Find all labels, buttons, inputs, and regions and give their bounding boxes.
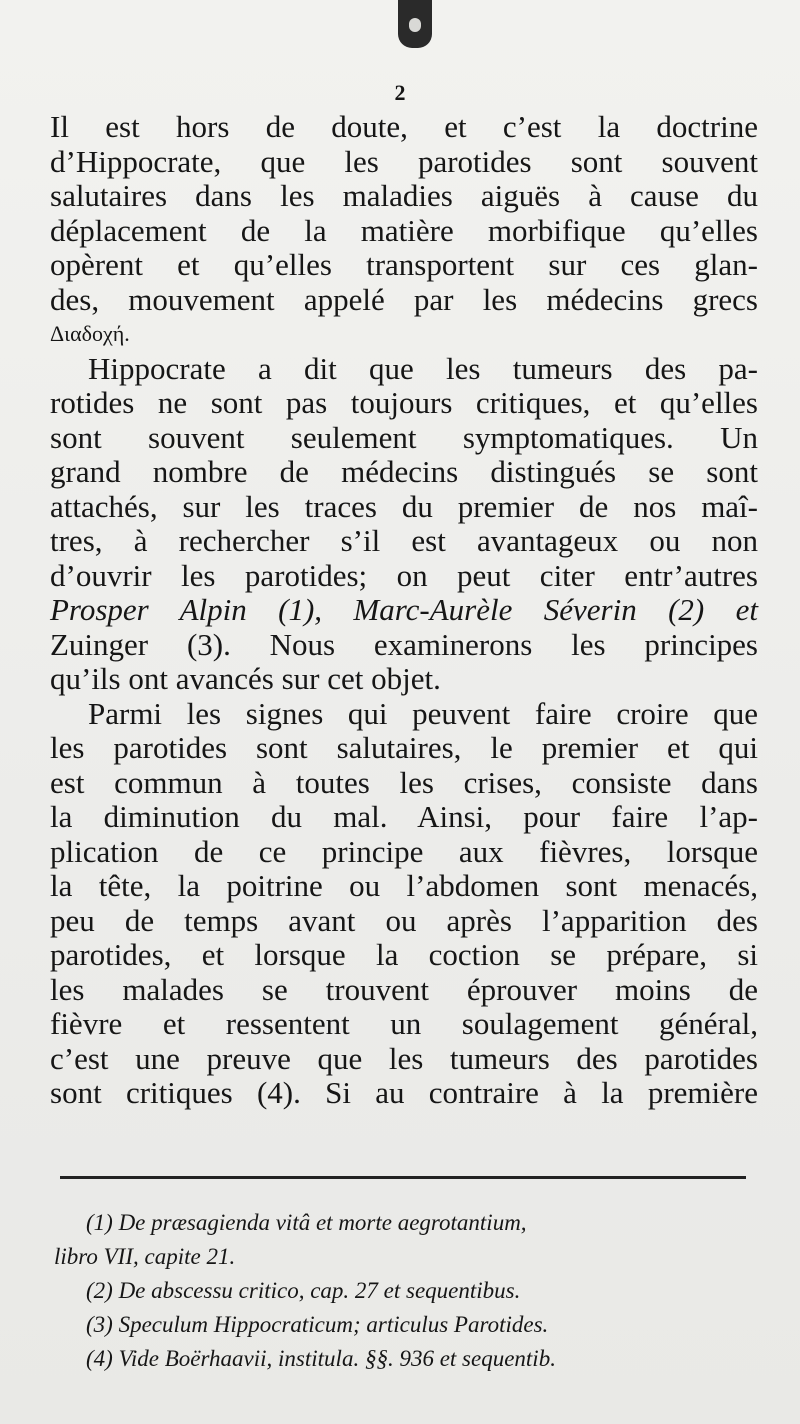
text-line: Il est hors de doute, et c’est la doctrine (50, 109, 758, 144)
text-line: fièvre et ressentent un soulagement général, (50, 1006, 758, 1041)
text-line: sont critiques (4). Si au contraire à la première (50, 1075, 758, 1110)
text-line: la tête, la poitrine ou l’abdomen sont menacés, (50, 868, 758, 903)
text-line: rotides ne sont pas toujours critiques, et qu’elles (50, 385, 758, 420)
text-line: déplacement de la matière morbifique qu’elles (50, 212, 758, 248)
text-line: salutaires dans les maladies aiguës à cause du (50, 178, 758, 213)
footnote-3: (3) Speculum Hippocraticum; articulus Parotides. (86, 1312, 549, 1337)
text-line: est commun à toutes les crises, consiste dans (50, 764, 758, 800)
text-line: Hippocrate a dit que les tumeurs des pa- (88, 350, 758, 386)
text-line: parotides, et lorsque la coction se prépare, si (50, 937, 758, 972)
text-line: les malades se trouvent éprouver moins de (50, 971, 758, 1007)
footnotes (54, 1206, 756, 1376)
text-line: Zuinger (3). Nous examinerons les principes (50, 626, 758, 662)
text-line: attachés, sur les traces du premier de nos maî- (50, 488, 758, 524)
page-number: 2 (394, 80, 406, 105)
footnote-4: (4) Vide Boërhaavii, institula. §§. 936 et sequentib. (86, 1346, 556, 1371)
text-line: peu de temps avant ou après l’apparition des (50, 902, 758, 938)
text-line: Prosper Alpin (1), Marc-Aurèle Séverin (2) et (50, 592, 758, 627)
text-line: les parotides sont salutaires, le premier et qui (50, 730, 758, 765)
text-line: la diminution du mal. Ainsi, pour faire l’ap- (50, 799, 758, 834)
text-line: tres, à rechercher s’il est avantageux ou non (50, 523, 758, 558)
footnote-separator-rule (60, 1176, 746, 1179)
body-text (50, 110, 758, 1111)
text-line: Parmi les signes qui peuvent faire croire que (88, 695, 758, 731)
text-line: d’Hippocrate, que les parotides sont souvent (50, 143, 758, 179)
text-line: d’ouvrir les parotides; on peut citer entr’autres (50, 557, 758, 593)
text-line: grand nombre de médecins distingués se sont (50, 454, 758, 489)
ink-blot-mark (398, 0, 432, 48)
text-line: qu’ils ont avancés sur cet objet. (50, 661, 441, 696)
text-line: plication de ce principe aux fièvres, lorsque (50, 833, 758, 869)
footnote-2: (2) De abscessu critico, cap. 27 et sequentibus. (86, 1278, 521, 1303)
text-line: des, mouvement appelé par les médecins grecs (50, 281, 758, 317)
text-line: sont souvent seulement symptomatiques. Un (50, 419, 758, 455)
text-line: opèrent et qu’elles transportent sur ces glan- (50, 247, 758, 282)
text-line-greek: Διαδοχή. (50, 321, 130, 346)
footnote-1: (1) De præsagienda vitâ et morte aegrotantium, (86, 1210, 527, 1235)
text-line: c’est une preuve que les tumeurs des parotides (50, 1040, 758, 1076)
footnote-1-continuation: libro VII, capite 21. (54, 1244, 236, 1269)
